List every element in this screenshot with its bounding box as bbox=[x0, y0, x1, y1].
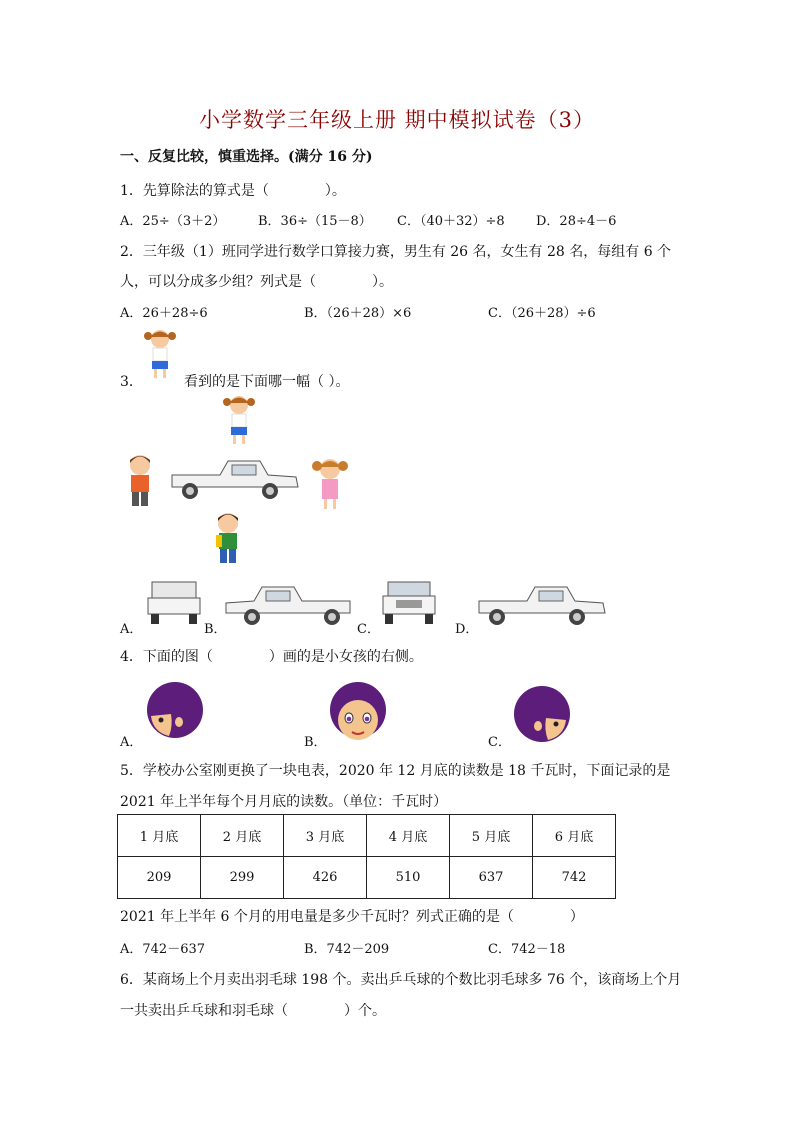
question-3-number: 3． bbox=[120, 374, 143, 390]
question-1-option-c: C．（40＋32）÷8 bbox=[397, 214, 505, 229]
section-heading: 一、反复比较，慎重选择。(满分 16 分) bbox=[120, 149, 373, 165]
girl-front-figure bbox=[219, 392, 259, 446]
truck-side-facing-left-figure bbox=[475, 583, 607, 629]
question-1-option-a: A．25÷（3＋2） bbox=[120, 214, 226, 229]
truck-side-facing-right-figure bbox=[224, 583, 356, 629]
question-5-line-1: 5．学校办公室刚更换了一块电表，2020 年 12 月底的读数是 18 千瓦时，下面记录的是 bbox=[120, 763, 671, 779]
truck-front-figure bbox=[380, 578, 438, 628]
boy-back-figure bbox=[208, 510, 248, 568]
question-2-option-a: A．26＋28÷6 bbox=[120, 306, 208, 321]
question-4-option-c: C． bbox=[488, 735, 511, 750]
question-5-option-b: B．742－209 bbox=[304, 942, 390, 957]
boy-left-figure bbox=[120, 452, 160, 510]
question-5-line-2: 2021 年上半年每个月月底的读数。（单位：千瓦时） bbox=[120, 794, 448, 810]
table-header-cell: 2 月底 bbox=[201, 815, 284, 857]
head-right-profile-figure bbox=[510, 682, 574, 746]
question-3-stem: 看到的是下面哪一幅（ ）。 bbox=[184, 374, 350, 390]
question-4-option-b: B． bbox=[304, 735, 327, 750]
question-4-stem: 4．下面的图（ ）画的是小女孩的右侧。 bbox=[120, 649, 423, 665]
girl-illustration bbox=[140, 326, 180, 382]
table-header-cell: 1 月底 bbox=[118, 815, 201, 857]
question-4-option-a: A． bbox=[120, 735, 143, 750]
table-cell: 299 bbox=[201, 857, 284, 899]
question-6-line-1: 6．某商场上个月卖出羽毛球 198 个。卖出乒乓球的个数比羽毛球多 76 个，该商场上个月 bbox=[120, 972, 682, 988]
question-3-option-d: D． bbox=[455, 622, 479, 637]
table-header-cell: 4 月底 bbox=[367, 815, 450, 857]
question-5-option-a: A．742－637 bbox=[120, 942, 206, 957]
table-header-cell: 6 月底 bbox=[533, 815, 616, 857]
girl-right-figure bbox=[308, 455, 352, 513]
truck-rear-figure bbox=[146, 578, 202, 628]
table-header-cell: 3 月底 bbox=[284, 815, 367, 857]
question-5-question: 2021 年上半年 6 个月的用电量是多少千瓦时？列式正确的是（ ） bbox=[120, 909, 584, 925]
table-header-row bbox=[118, 815, 616, 857]
table-cell: 510 bbox=[367, 857, 450, 899]
table-cell: 637 bbox=[450, 857, 533, 899]
head-front-figure bbox=[328, 680, 388, 744]
head-left-profile-figure bbox=[143, 678, 207, 742]
meter-readings-table bbox=[117, 814, 616, 899]
table-cell: 742 bbox=[533, 857, 616, 899]
truck-side-figure bbox=[168, 457, 300, 503]
question-3-option-c: C． bbox=[357, 622, 380, 637]
question-1-option-d: D．28÷4－6 bbox=[536, 214, 617, 229]
question-5-option-c: C．742－18 bbox=[488, 942, 566, 957]
question-2-option-b: B．（26＋28）×6 bbox=[304, 306, 412, 321]
table-row bbox=[118, 857, 616, 899]
question-6-line-2: 一共卖出乒乓球和羽毛球（ ）个。 bbox=[120, 1003, 386, 1019]
question-1-option-b: B．36÷（15－8） bbox=[258, 214, 372, 229]
question-3-option-b: B． bbox=[204, 622, 227, 637]
question-2-line-1: 2．三年级（1）班同学进行数学口算接力赛，男生有 26 名，女生有 28 名，每组有 6 个 bbox=[120, 244, 672, 260]
table-header-cell: 5 月底 bbox=[450, 815, 533, 857]
question-2-line-2: 人，可以分成多少组？列式是（ ）。 bbox=[120, 274, 393, 290]
question-3-option-a: A． bbox=[120, 622, 143, 637]
question-2-option-c: C．（26＋28）÷6 bbox=[488, 306, 596, 321]
table-cell: 426 bbox=[284, 857, 367, 899]
question-1-stem: 1．先算除法的算式是（ ）。 bbox=[120, 183, 346, 199]
page-title: 小学数学三年级上册 期中模拟试卷（3） bbox=[198, 108, 596, 132]
table-cell: 209 bbox=[118, 857, 201, 899]
